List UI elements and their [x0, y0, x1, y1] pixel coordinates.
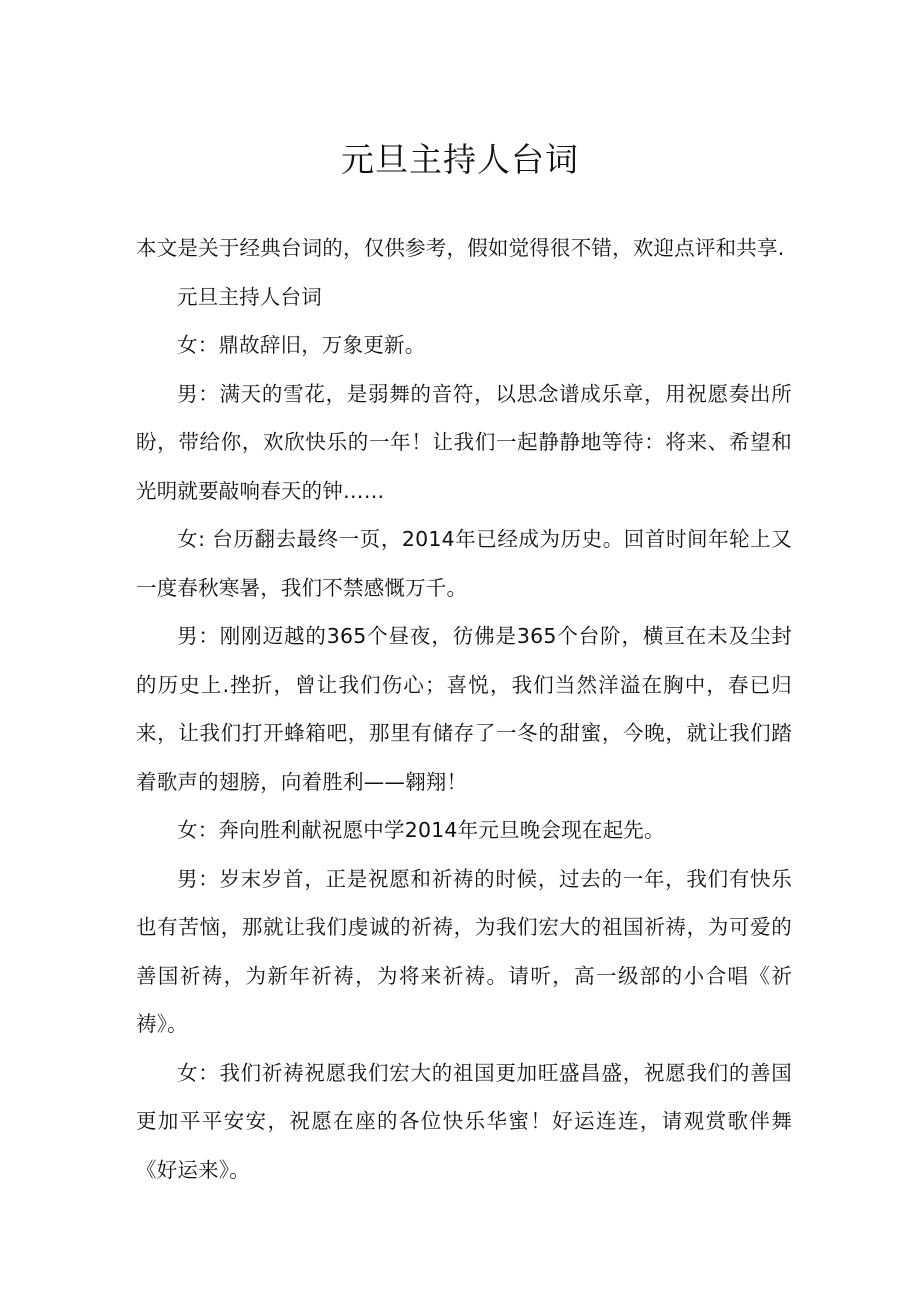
dialogue-paragraph: 男：刚刚迈越的365个昼夜，彷佛是365个台阶，横亘在未及尘封的历史上.挫折，曾让我们伤心；喜悦，我们当然洋溢在胸中，春已归来，让我们打开蜂箱吧，那里有储存了一冬的甜蜜，今晚，就让我们踏着歌声的翅膀，向着胜利——翱翔！: [136, 624, 792, 794]
dialogue-paragraph: 女：我们祈祷祝愿我们宏大的祖国更加旺盛昌盛，祝愿我们的善国更加平平安安，祝愿在座的各位快乐华蜜！好运连连，请观赏歌伴舞《好运来》。: [136, 1060, 792, 1182]
subtitle-paragraph: 元旦主持人台词: [177, 284, 322, 309]
dialogue-paragraph: 女: 台历翻去最终一页，2014年已经成为历史。回首时间年轮上又一度春秋寒暑，我们不禁感慨万千。: [136, 527, 792, 600]
document-body: [136, 224, 792, 1194]
dialogue-paragraph: 男：满天的雪花，是弱舞的音符，以思念谱成乐章，用祝愿奏出所盼，带给你，欢欣快乐的一年！让我们一起静静地等待：将来、希望和光明就要敲响春天的钟……: [136, 381, 792, 503]
intro-paragraph: 本文是关于经典台词的，仅供参考，假如觉得很不错，欢迎点评和共享.: [136, 236, 785, 260]
dialogue-paragraph: 男：岁末岁首，正是祝愿和祈祷的时候，过去的一年，我们有快乐也有苦恼，那就让我们虔诚的祈祷，为我们宏大的祖国祈祷，为可爱的善国祈祷，为新年祈祷，为将来祈祷。请听，高一级部的小合唱《祈祷》。: [136, 866, 792, 1036]
document-title: 元旦主持人台词: [341, 140, 579, 179]
dialogue-paragraph: 女：奔向胜利献祝愿中学2014年元旦晚会现在起先。: [177, 818, 665, 842]
dialogue-paragraph: 女：鼎故辞旧，万象更新。: [177, 333, 426, 357]
